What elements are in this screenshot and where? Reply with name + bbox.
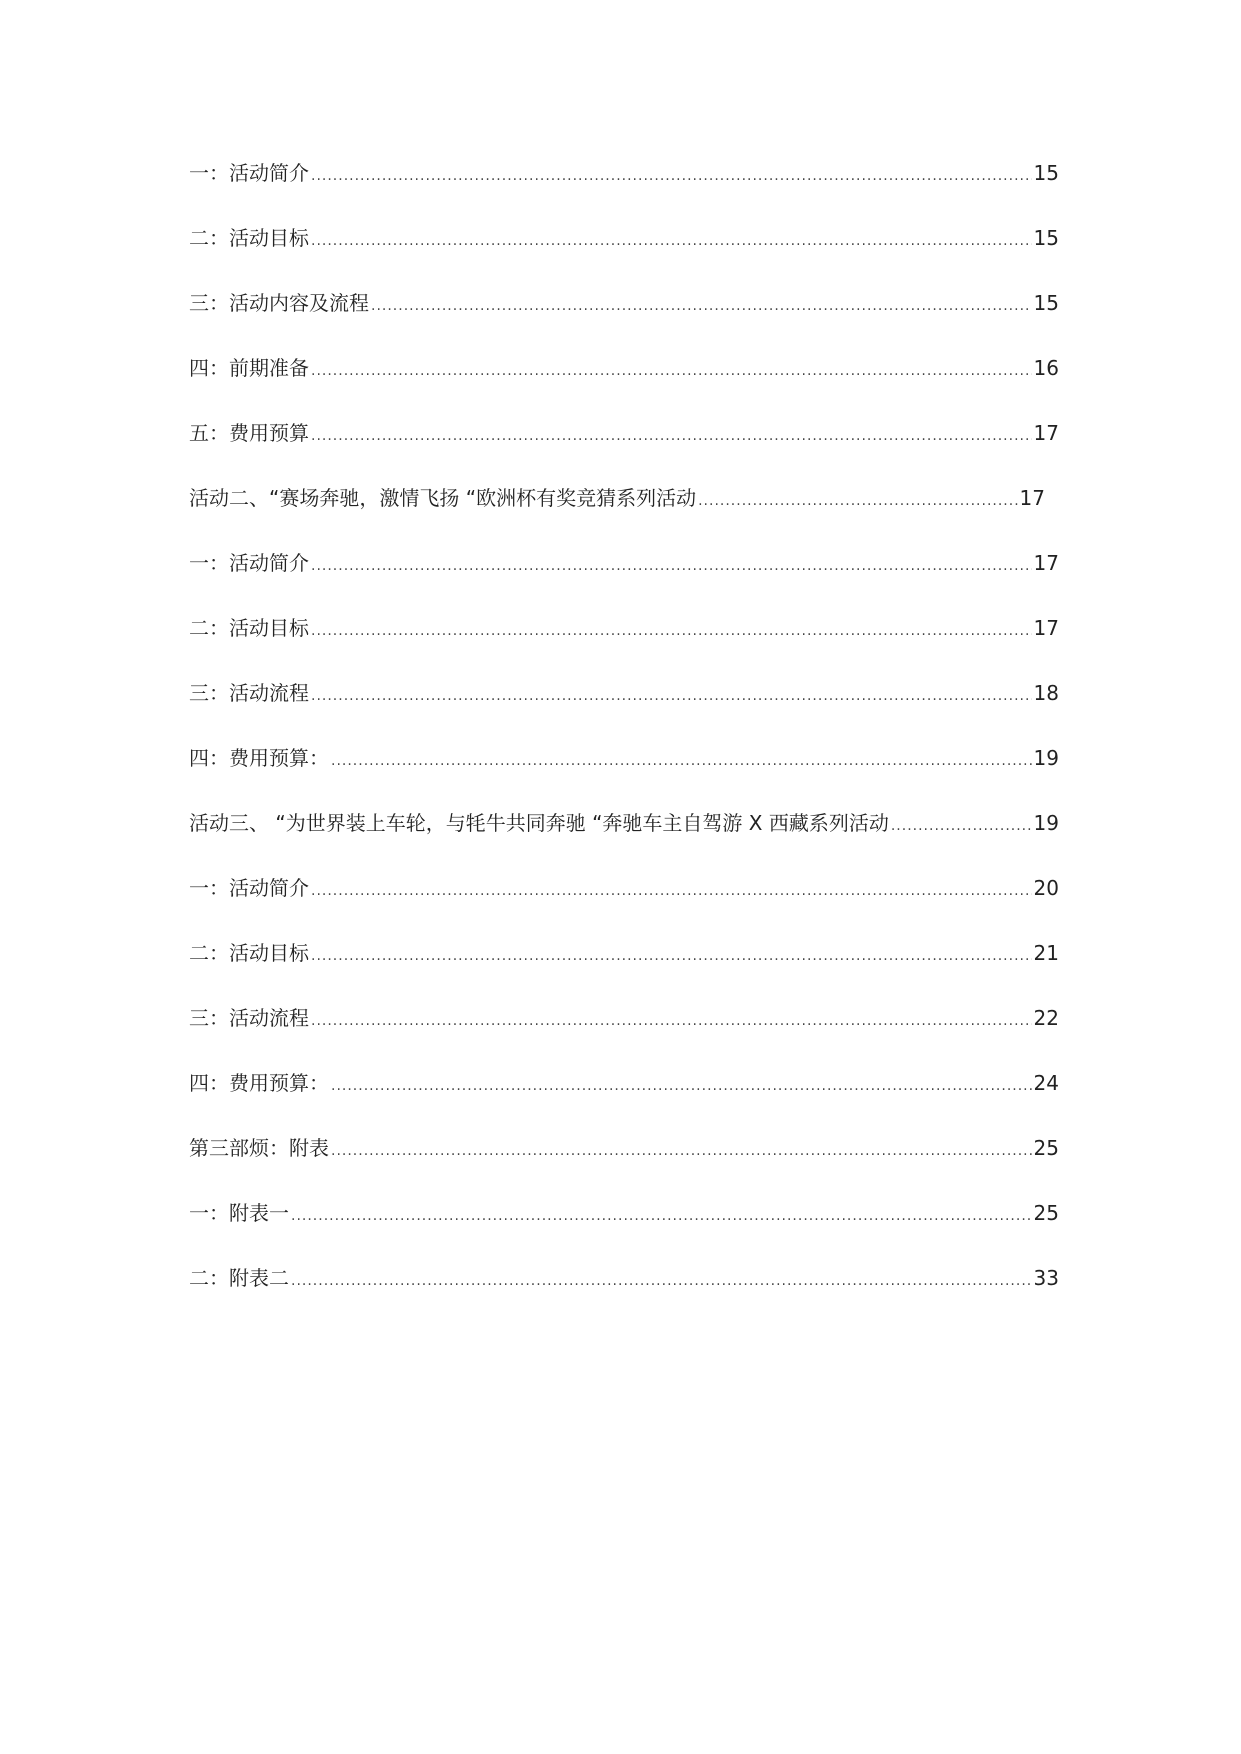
- toc-dot-leader: [311, 164, 1032, 188]
- toc-entry-page: 15: [1033, 226, 1059, 250]
- toc-entry[interactable]: [189, 616, 1059, 681]
- toc-entry-page: 33: [1033, 1266, 1059, 1290]
- toc-entry-title: 三：活动流程: [189, 1006, 309, 1030]
- toc-entry-title: 活动三、 “为世界装上车轮，与牦牛共同奔驰 “奔驰车主自驾游 X 西藏系列活动: [189, 811, 889, 835]
- table-of-contents: [189, 161, 1059, 1331]
- toc-entry-page: 24: [1033, 1071, 1059, 1095]
- toc-dot-leader: [311, 229, 1032, 253]
- toc-entry-title: 四：前期准备: [189, 356, 309, 380]
- toc-entry-title: 活动二、“赛场奔驰，激情飞扬 “欧洲杯有奖竞猜系列活动: [189, 486, 697, 510]
- toc-entry-page: 17: [1033, 421, 1059, 445]
- toc-entry-page: 19: [1033, 746, 1059, 770]
- toc-dot-leader: [311, 684, 1032, 708]
- toc-entry-page: 22: [1033, 1006, 1059, 1030]
- toc-entry-page: 25: [1033, 1201, 1059, 1225]
- toc-entry-title: 二：附表二: [189, 1266, 289, 1290]
- toc-entry[interactable]: [189, 1266, 1059, 1331]
- toc-entry-page: 15: [1033, 291, 1059, 315]
- toc-entry-title: 一：附表一: [189, 1201, 289, 1225]
- toc-entry-page: 17: [1019, 486, 1045, 510]
- toc-dot-leader: [291, 1204, 1032, 1228]
- toc-entry-title: 一：活动简介: [189, 876, 309, 900]
- toc-entry[interactable]: [189, 681, 1059, 746]
- toc-dot-leader: [891, 814, 1032, 838]
- toc-entry-page: 19: [1033, 811, 1059, 835]
- toc-entry[interactable]: [189, 811, 1059, 876]
- toc-entry-title: 一：活动简介: [189, 161, 309, 185]
- toc-entry-page: 16: [1033, 356, 1059, 380]
- toc-entry-title: 五：费用预算: [189, 421, 309, 445]
- toc-entry-page: 25: [1033, 1136, 1059, 1160]
- toc-dot-leader: [371, 294, 1032, 318]
- toc-dot-leader: [311, 1009, 1032, 1033]
- toc-entry[interactable]: [189, 551, 1059, 616]
- toc-dot-leader: [698, 489, 1017, 513]
- toc-entry-title: 三：活动流程: [189, 681, 309, 705]
- toc-entry[interactable]: [189, 876, 1059, 941]
- toc-entry-title: 第三部烦：附表: [189, 1136, 329, 1160]
- toc-entry[interactable]: [189, 1201, 1059, 1266]
- toc-entry-title: 二：活动目标: [189, 226, 309, 250]
- toc-entry[interactable]: [189, 486, 1045, 551]
- toc-entry[interactable]: [189, 1006, 1059, 1071]
- toc-entry-page: 15: [1033, 161, 1059, 185]
- toc-entry[interactable]: [189, 941, 1059, 1006]
- toc-entry[interactable]: [189, 421, 1059, 486]
- toc-dot-leader: [311, 554, 1032, 578]
- toc-dot-leader: [331, 1074, 1032, 1098]
- toc-dot-leader: [331, 749, 1032, 773]
- toc-entry[interactable]: [189, 161, 1059, 226]
- toc-entry-page: 17: [1033, 616, 1059, 640]
- toc-entry[interactable]: [189, 226, 1059, 291]
- toc-dot-leader: [311, 879, 1032, 903]
- toc-entry-page: 20: [1033, 876, 1059, 900]
- toc-dot-leader: [311, 944, 1032, 968]
- toc-entry[interactable]: [189, 1071, 1059, 1136]
- toc-entry-title: 二：活动目标: [189, 616, 309, 640]
- toc-entry-title: 三：活动内容及流程: [189, 291, 369, 315]
- toc-entry[interactable]: [189, 356, 1059, 421]
- toc-dot-leader: [311, 424, 1032, 448]
- toc-entry-title: 四：费用预算：: [189, 746, 329, 770]
- toc-entry-page: 21: [1033, 941, 1059, 965]
- toc-entry[interactable]: [189, 291, 1059, 356]
- toc-entry[interactable]: [189, 1136, 1059, 1201]
- toc-entry[interactable]: [189, 746, 1059, 811]
- toc-entry-title: 一：活动简介: [189, 551, 309, 575]
- toc-dot-leader: [311, 359, 1032, 383]
- toc-entry-title: 二：活动目标: [189, 941, 309, 965]
- toc-dot-leader: [331, 1139, 1032, 1163]
- toc-entry-page: 17: [1033, 551, 1059, 575]
- toc-dot-leader: [291, 1269, 1032, 1293]
- toc-entry-page: 18: [1033, 681, 1059, 705]
- toc-entry-title: 四：费用预算：: [189, 1071, 329, 1095]
- toc-dot-leader: [311, 619, 1032, 643]
